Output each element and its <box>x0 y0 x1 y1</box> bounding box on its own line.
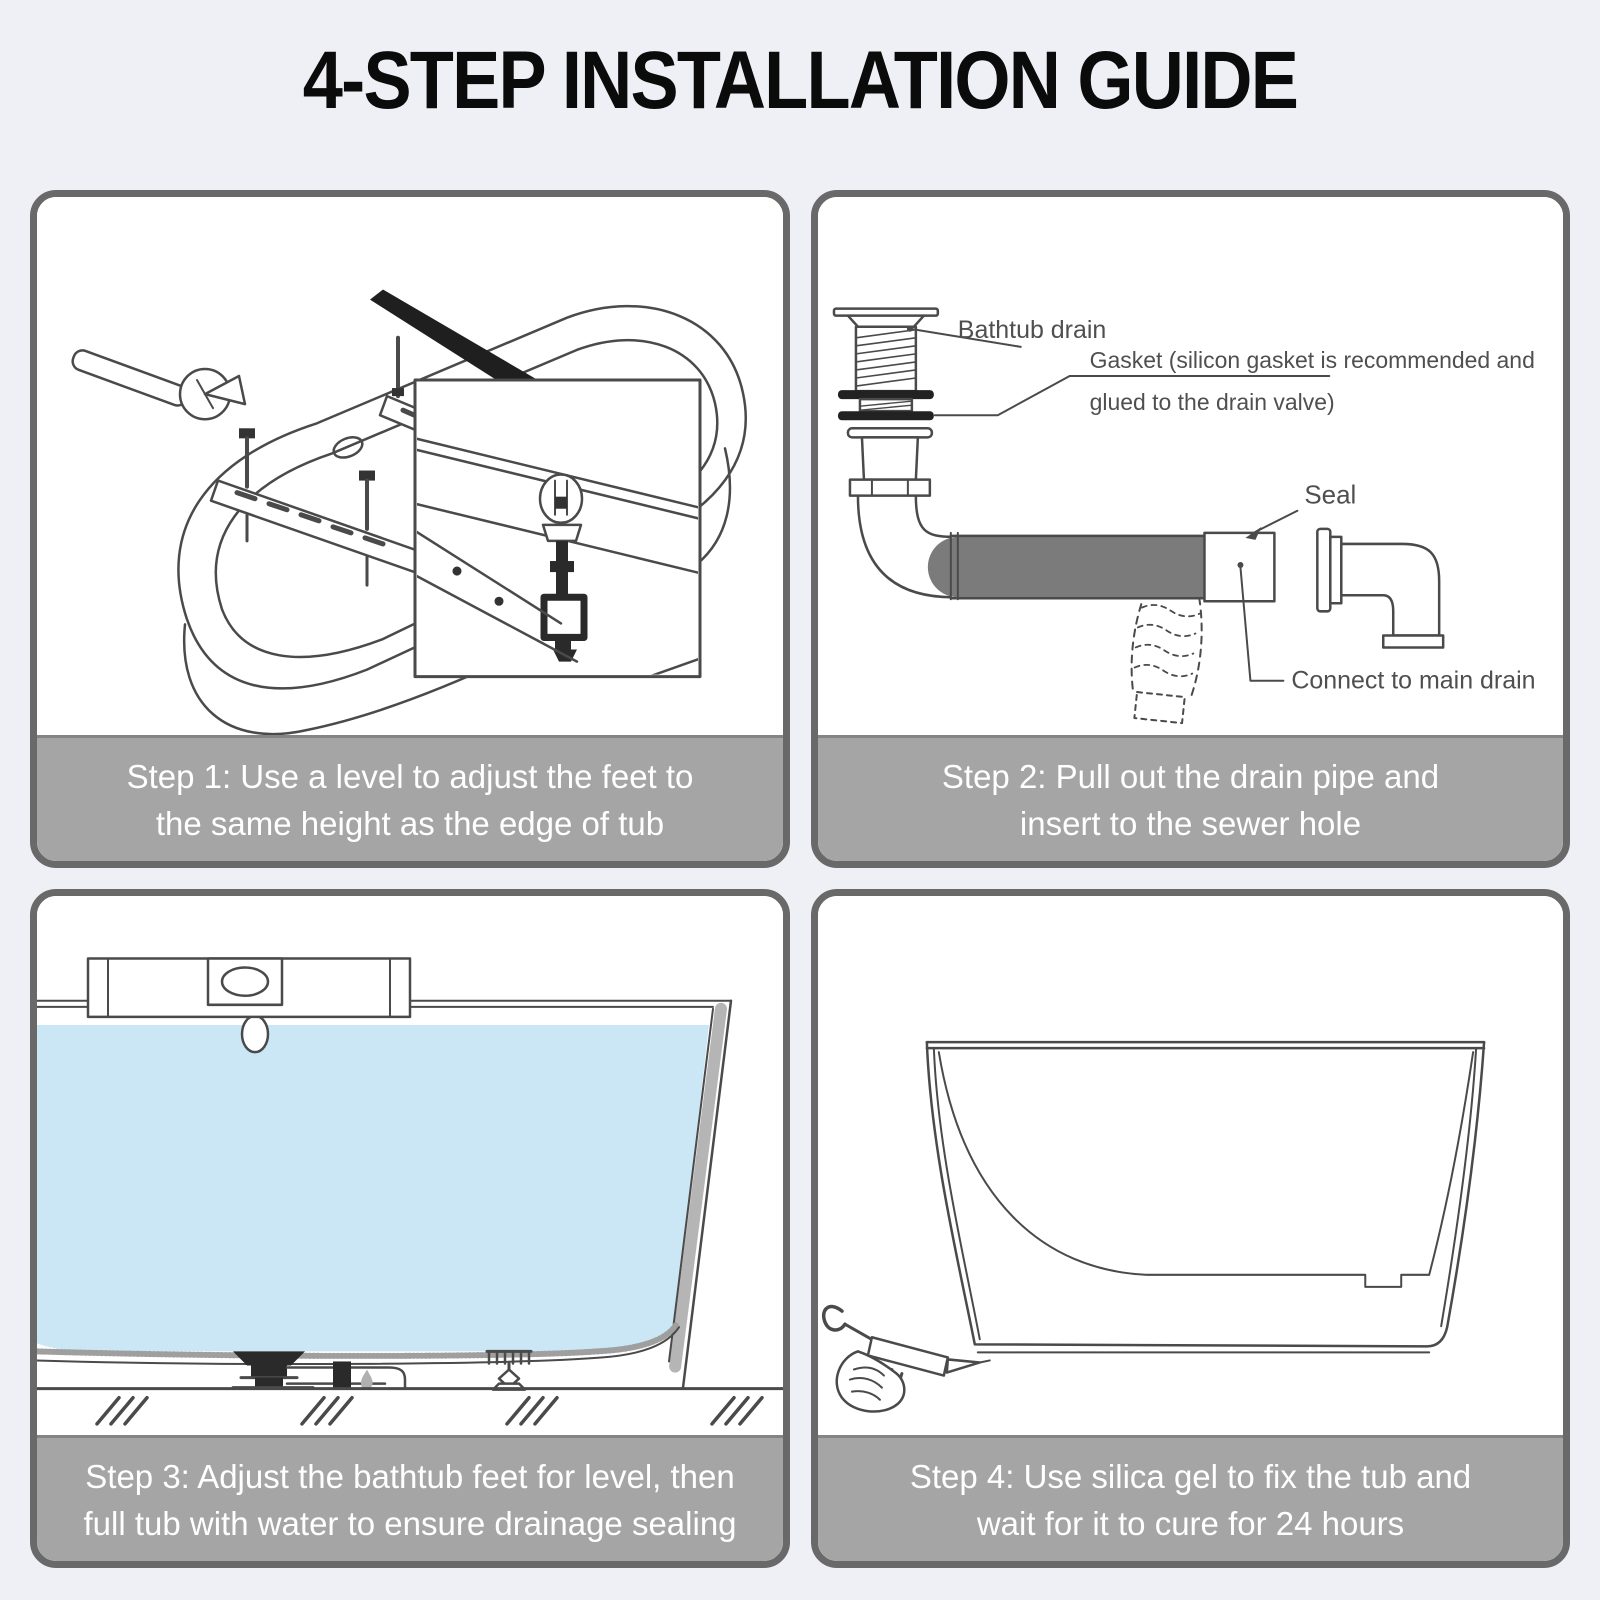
ground-line <box>37 1389 783 1424</box>
tub-outline-drawing <box>927 1042 1484 1352</box>
step-2-art <box>818 197 1563 735</box>
step-2-illustration <box>818 197 1563 735</box>
water-fill <box>37 1025 709 1351</box>
foot-detail-inset <box>415 380 700 677</box>
gasket-label-line2: glued to the drain valve) <box>1089 389 1335 416</box>
step-3-caption <box>37 1435 783 1561</box>
dashed-drain-hose-drawing <box>1125 591 1206 724</box>
step-3-panel <box>30 889 790 1568</box>
connect-main-drain-label: Connect to main drain <box>1291 666 1536 695</box>
step-4-caption-line1: Step 4: Use silica gel to fix the tub and <box>909 1457 1472 1495</box>
step-1-art <box>37 197 783 735</box>
seal-label: Seal <box>1304 479 1357 510</box>
caulk-gun-drawing <box>824 1307 990 1412</box>
flexible-drain-pipe-drawing <box>951 533 1207 599</box>
step-4-illustration <box>818 896 1563 1435</box>
bathtub-drain-fitting-drawing <box>834 309 938 421</box>
step-3-caption-line1: Step 3: Adjust the bathtub feet for level, then <box>85 1457 735 1495</box>
page-header <box>0 34 1600 128</box>
step-4-art <box>818 896 1563 1435</box>
step-3-illustration <box>37 896 783 1435</box>
level-tool-drawing <box>88 958 410 1016</box>
step-2-panel <box>811 190 1570 868</box>
bathtub-drain-label: Bathtub drain <box>957 315 1107 344</box>
step-1-caption-line1: Step 1: Use a level to adjust the feet to <box>126 757 694 795</box>
step-1-caption <box>37 735 783 861</box>
step-2-caption-line1: Step 2: Pull out the drain pipe and <box>941 757 1440 795</box>
step-3-caption-line2: full tub with water to ensure drainage sealing <box>83 1504 737 1542</box>
step-1-caption-line2: the same height as the edge of tub <box>155 804 665 842</box>
step-2-caption <box>818 735 1563 861</box>
step-4-caption <box>818 1435 1563 1561</box>
step-4-panel <box>811 889 1570 1568</box>
page-title: 4-STEP INSTALLATION GUIDE <box>302 35 1298 126</box>
step-2-caption-line2: insert to the sewer hole <box>1019 804 1362 842</box>
step-3-art <box>37 896 783 1435</box>
elbow-pipe-drawing <box>1317 529 1443 648</box>
gasket-label-line1: Gasket (silicon gasket is recommended and <box>1089 346 1535 373</box>
step-1-panel <box>30 190 790 868</box>
step-1-illustration <box>37 197 783 735</box>
steps-grid <box>30 190 1570 1568</box>
step-4-caption-line2: wait for it to cure for 24 hours <box>976 1504 1405 1542</box>
wrench-drawing <box>70 348 245 419</box>
